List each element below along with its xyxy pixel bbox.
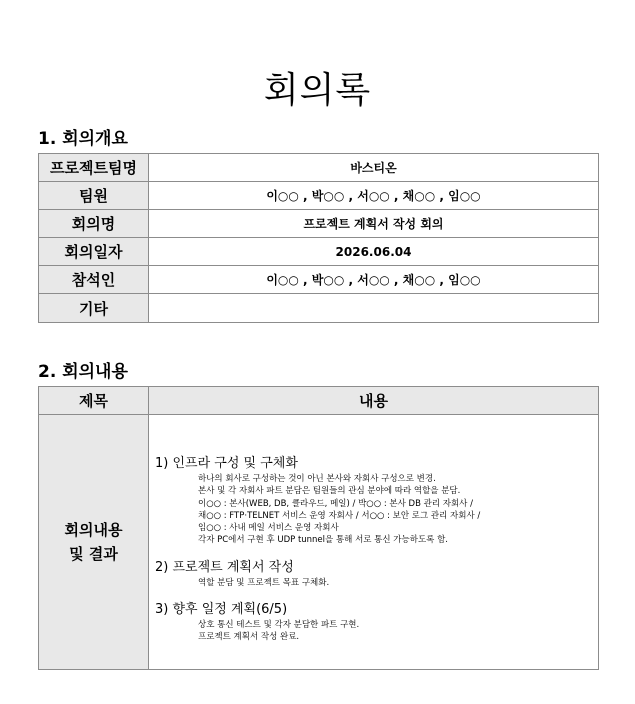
- section-heading-content: 2. 회의내용: [38, 362, 128, 382]
- item-line: 채○○ : FTP·TELNET 서비스 운영 자회사 / 서○○ : 보안 로그 관리 자회사 /: [198, 510, 481, 521]
- overview-row-meeting-date: [39, 238, 599, 266]
- subject-line-1: 회의내용: [64, 521, 123, 539]
- item-line: 이○○ : 본사(WEB, DB, 클라우드, 메일) / 박○○ : 본사 DB 관리 자회사 /: [198, 498, 473, 509]
- item-line: 역할 분담 및 프로젝트 목표 구체화.: [198, 577, 330, 588]
- header-subject: 제목: [39, 387, 149, 415]
- content-item-3: [155, 601, 598, 644]
- overview-row-meeting-name: [39, 210, 599, 238]
- row-value: 이○○ , 박○○ , 서○○ , 채○○ , 임○○: [149, 266, 599, 294]
- item-title: 1) 인프라 구성 및 구체화: [155, 456, 298, 471]
- subject-line-2: 및 결과: [69, 545, 118, 563]
- row-value: 프로젝트 계획서 작성 회의: [149, 210, 599, 238]
- content-table-header: [39, 387, 599, 415]
- item-line: 상호 통신 테스트 및 각자 분담한 파트 구현.: [198, 620, 360, 631]
- content-cell: [149, 415, 599, 670]
- overview-row-attendees: [39, 266, 599, 294]
- overview-row-etc: [39, 294, 599, 323]
- row-value: 2026.06.04: [149, 238, 599, 266]
- row-value: [149, 294, 599, 323]
- row-label: 회의명: [39, 210, 149, 238]
- content-item-2: [155, 559, 598, 589]
- item-line: 하나의 회사로 구성하는 것이 아닌 본사와 자회사 구성으로 변경.: [198, 474, 436, 484]
- content-item-1: [155, 455, 598, 547]
- subject-cell: [39, 415, 149, 670]
- section-heading-overview: 1. 회의개요: [38, 129, 128, 149]
- row-label: 기타: [39, 294, 149, 323]
- item-title: 3) 향후 일정 계획(6/5): [155, 602, 288, 618]
- row-label: 프로젝트팀명: [39, 154, 149, 182]
- item-line: 본사 및 각 자회사 파트 분담은 팀원들의 관심 분야에 따라 역할을 분담.: [198, 486, 461, 497]
- row-value: 바스티온: [149, 154, 599, 182]
- row-label: 참석인: [39, 266, 149, 294]
- row-value: 이○○ , 박○○ , 서○○ , 채○○ , 임○○: [149, 182, 599, 210]
- document-title: 회의록: [263, 70, 372, 111]
- item-line: 각자 PC에서 구현 후 UDP tunnel을 통해 서로 통신 가능하도록 함.: [198, 535, 448, 546]
- overview-row-members: [39, 182, 599, 210]
- item-line: 프로젝트 계획서 작성 완료.: [198, 632, 300, 643]
- overview-table: [38, 153, 599, 323]
- content-row: [39, 415, 599, 670]
- row-label: 회의일자: [39, 238, 149, 266]
- overview-row-team-name: [39, 154, 599, 182]
- header-content: 내용: [149, 387, 599, 415]
- content-table: [38, 386, 599, 670]
- row-label: 팀원: [39, 182, 149, 210]
- item-title: 2) 프로젝트 계획서 작성: [155, 559, 294, 575]
- item-line: 임○○ : 사내 메일 서비스 운영 자회사: [198, 523, 339, 534]
